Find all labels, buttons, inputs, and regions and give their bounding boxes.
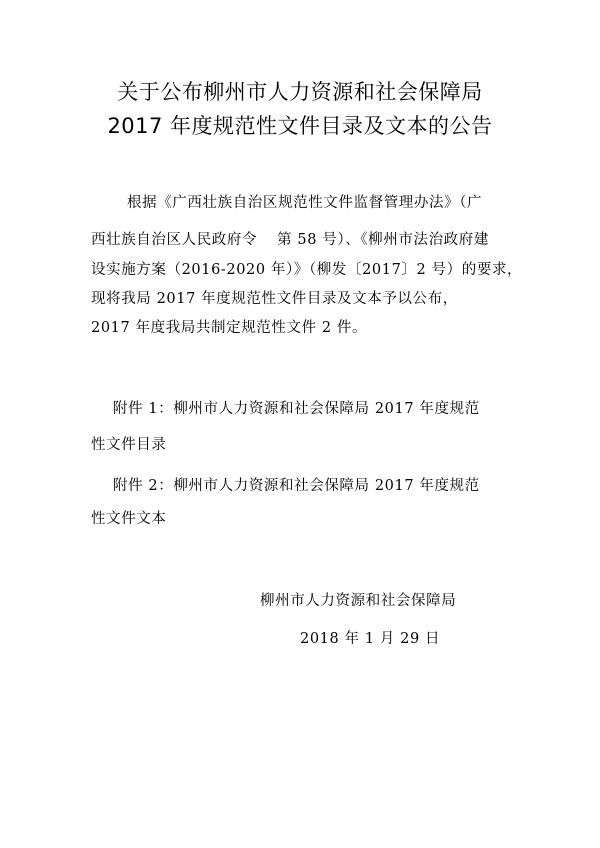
body-line-2-part-2: 第 58 号）、《柳州市法治政府建 — [277, 232, 489, 248]
attachment-2-line-2: 性文件文本 — [91, 511, 167, 527]
body-line-2-part-1: 西壮族自治区人民政府令 — [91, 232, 258, 248]
body-line-4: 现将我局 2017 年度规范性文件目录及文本予以公布， — [91, 291, 458, 307]
attachment-2-line-1: 附件 2：柳州市人力资源和社会保障局 2017 年度规范 — [113, 478, 480, 494]
document-title-line-1: 关于公布柳州市人力资源和社会保障局 — [117, 80, 483, 104]
body-line-5: 2017 年度我局共制定规范性文件 2 件。 — [91, 320, 368, 336]
attachment-1-line-1: 附件 1：柳州市人力资源和社会保障局 2017 年度规范 — [113, 401, 480, 417]
body-line-2 — [91, 230, 489, 250]
signature-organization: 柳州市人力资源和社会保障局 — [260, 593, 457, 609]
attachment-1-line-2: 性文件目录 — [91, 437, 167, 453]
body-line-3: 设实施方案（2016-2020 年）》（柳发〔2017〕2 号）的要求， — [91, 262, 523, 278]
body-line-1: 根据《广西壮族自治区规范性文件监督管理办法》（广 — [127, 195, 483, 211]
signature-date: 2018 年 1 月 29 日 — [300, 631, 441, 647]
document-title-line-2: 2017 年度规范性文件目录及文本的公告 — [107, 114, 493, 138]
